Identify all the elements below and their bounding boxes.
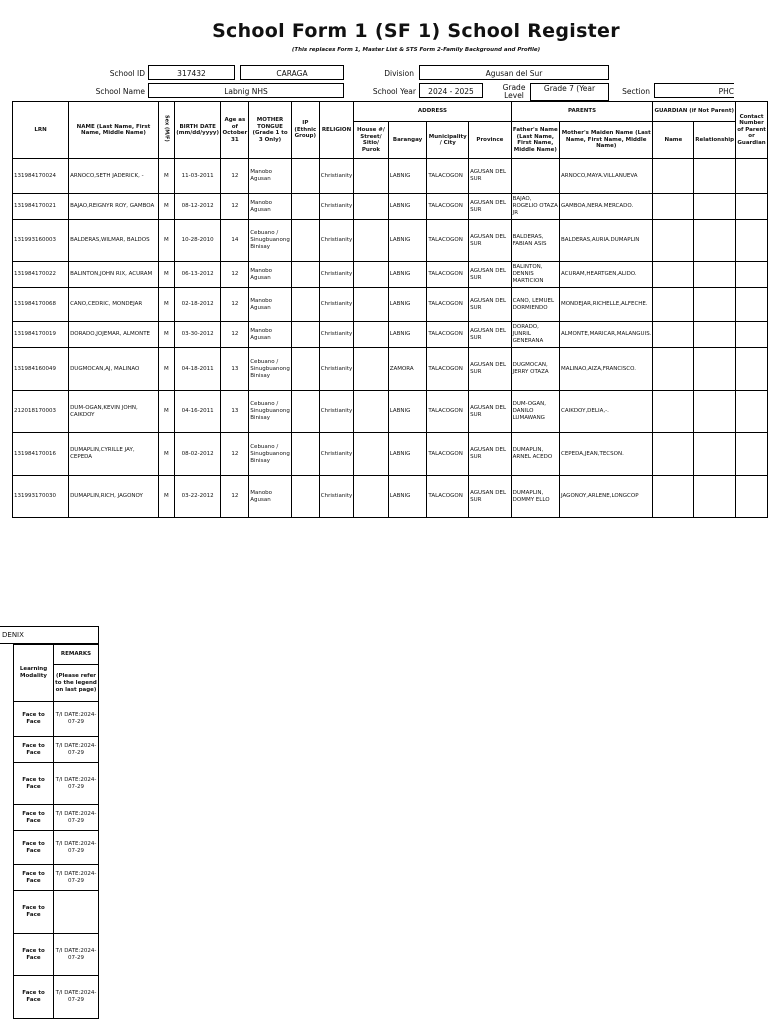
cell-house[interactable] bbox=[354, 322, 388, 348]
form-subtitle: (This replaces Form 1, Master List & STS Form 2-Family Background and Profile) bbox=[291, 47, 541, 53]
cell-contact[interactable] bbox=[736, 159, 768, 194]
cell-contact[interactable] bbox=[736, 433, 768, 476]
division-field[interactable]: Agusan del Sur bbox=[419, 65, 609, 80]
table-row bbox=[14, 891, 99, 934]
header-mother-tongue: MOTHER TONGUE (Grade 1 to 3 Only) bbox=[249, 102, 292, 159]
cell-modality[interactable]: Face to Face bbox=[14, 763, 54, 805]
table-row bbox=[14, 934, 99, 976]
header-house: House #/ Street/ Sitio/ Purok bbox=[354, 122, 388, 159]
cell-barangay[interactable]: LABNIG bbox=[388, 322, 427, 348]
cell-tongue[interactable]: Manobo Agusan bbox=[249, 159, 292, 194]
cell-tongue[interactable]: Manobo Agusan bbox=[249, 322, 292, 348]
header-sex bbox=[158, 102, 174, 159]
cell-age[interactable]: 13 bbox=[221, 391, 249, 433]
cell-sex[interactable]: M bbox=[158, 288, 174, 322]
table-row bbox=[14, 865, 99, 891]
cell-sex[interactable]: M bbox=[158, 322, 174, 348]
grade-level-label: Grade Level bbox=[502, 83, 526, 100]
table-row bbox=[14, 831, 99, 865]
cell-modality[interactable]: Face to Face bbox=[14, 934, 54, 976]
cell-ip[interactable] bbox=[291, 391, 319, 433]
cell-remarks[interactable]: T/I DATE:2024-07-29 bbox=[54, 976, 99, 1019]
cell-house[interactable] bbox=[354, 159, 388, 194]
cell-birth[interactable]: 08-02-2012 bbox=[174, 433, 221, 476]
cell-g-name[interactable] bbox=[653, 348, 694, 391]
cell-religion[interactable]: Christianity bbox=[319, 159, 353, 194]
division-label: Division bbox=[384, 69, 414, 78]
cell-g-rel[interactable] bbox=[694, 476, 736, 518]
cell-modality[interactable]: Face to Face bbox=[14, 805, 54, 831]
cell-contact[interactable] bbox=[736, 348, 768, 391]
register-body bbox=[13, 159, 768, 518]
cell-ip[interactable] bbox=[291, 288, 319, 322]
cell-mother[interactable]: MONDEJAR,RICHELLE,ALFECHE. bbox=[559, 288, 652, 322]
cell-birth[interactable]: 04-18-2011 bbox=[174, 348, 221, 391]
cell-remarks[interactable] bbox=[54, 891, 99, 934]
cell-name[interactable]: BALINTON,JOHN RIX, ACURAM bbox=[69, 262, 159, 288]
cell-municipality[interactable]: TALACOGON bbox=[427, 476, 469, 518]
cell-lrn[interactable]: 131984170068 bbox=[13, 288, 69, 322]
cell-mother[interactable]: ALMONTE,MARICAR,MALANGUIS. bbox=[559, 322, 652, 348]
header-lrn: LRN bbox=[13, 102, 69, 159]
cell-age[interactable]: 12 bbox=[221, 159, 249, 194]
cell-house[interactable] bbox=[354, 194, 388, 220]
cell-province[interactable]: AGUSAN DEL SUR bbox=[469, 262, 512, 288]
cell-religion[interactable]: Christianity bbox=[319, 262, 353, 288]
cell-municipality[interactable]: TALACOGON bbox=[427, 348, 469, 391]
cell-tongue[interactable]: Cebuano / Sinugbuanong Binisay bbox=[249, 391, 292, 433]
cell-barangay[interactable]: LABNIG bbox=[388, 433, 427, 476]
header-remarks-legend: (Please refer to the legend on last page) bbox=[54, 665, 99, 702]
cell-name[interactable]: DORADO,JOJEMAR, ALMONTE bbox=[69, 322, 159, 348]
cell-g-name[interactable] bbox=[653, 262, 694, 288]
cell-name[interactable]: ARNOCO,SETH JADERICK, - bbox=[69, 159, 159, 194]
header-sex-text: Sex (M/F) bbox=[163, 115, 170, 143]
cell-province[interactable]: AGUSAN DEL SUR bbox=[469, 194, 512, 220]
header-guardian-relationship: Relationship bbox=[694, 122, 736, 159]
cell-contact[interactable] bbox=[736, 220, 768, 262]
header-contact: Contact Number of Parent or Guardian bbox=[736, 102, 768, 159]
cell-mother[interactable]: ACURAM,HEARTGEN,ALIDO. bbox=[559, 262, 652, 288]
table-row bbox=[13, 348, 768, 391]
cell-age[interactable]: 13 bbox=[221, 348, 249, 391]
cell-g-rel[interactable] bbox=[694, 288, 736, 322]
table-row bbox=[13, 220, 768, 262]
cell-lrn[interactable]: 131993170030 bbox=[13, 476, 69, 518]
cell-age[interactable]: 12 bbox=[221, 476, 249, 518]
section-field[interactable]: PHC bbox=[654, 83, 734, 98]
cell-remarks[interactable]: T/I DATE:2024-07-29 bbox=[54, 865, 99, 891]
cell-remarks[interactable]: T/I DATE:2024-07-29 bbox=[54, 831, 99, 865]
cell-birth[interactable]: 10-28-2010 bbox=[174, 220, 221, 262]
cell-contact[interactable] bbox=[736, 476, 768, 518]
cell-house[interactable] bbox=[354, 433, 388, 476]
header-ip: IP (Ethnic Group) bbox=[291, 102, 319, 159]
school-year-field[interactable]: 2024 - 2025 bbox=[419, 83, 483, 98]
cell-municipality[interactable]: TALACOGON bbox=[427, 433, 469, 476]
cell-house[interactable] bbox=[354, 220, 388, 262]
cell-province[interactable]: AGUSAN DEL SUR bbox=[469, 348, 512, 391]
table-row bbox=[13, 322, 768, 348]
school-id-field[interactable]: 317432 bbox=[148, 65, 235, 80]
cell-municipality[interactable]: TALACOGON bbox=[427, 220, 469, 262]
cell-ip[interactable] bbox=[291, 159, 319, 194]
cell-modality[interactable]: Face to Face bbox=[14, 976, 54, 1019]
cell-g-rel[interactable] bbox=[694, 194, 736, 220]
cell-remarks[interactable]: T/I DATE:2024-07-29 bbox=[54, 805, 99, 831]
cell-birth[interactable]: 03-22-2012 bbox=[174, 476, 221, 518]
cell-father[interactable]: DORADO, JUNRIL GENERANA bbox=[511, 322, 559, 348]
cell-g-rel[interactable] bbox=[694, 322, 736, 348]
table-row bbox=[13, 433, 768, 476]
cell-g-name[interactable] bbox=[653, 391, 694, 433]
table-row bbox=[13, 262, 768, 288]
cell-remarks[interactable]: T/I DATE:2024-07-29 bbox=[54, 737, 99, 763]
cell-barangay[interactable]: LABNIG bbox=[388, 262, 427, 288]
cell-province[interactable]: AGUSAN DEL SUR bbox=[469, 476, 512, 518]
cell-municipality[interactable]: TALACOGON bbox=[427, 391, 469, 433]
header-parents: PARENTS bbox=[511, 102, 653, 122]
cell-municipality[interactable]: TALACOGON bbox=[427, 159, 469, 194]
header-remarks: REMARKS bbox=[54, 645, 99, 665]
cell-tongue[interactable]: Cebuano / Sinugbuanong Binisay bbox=[249, 348, 292, 391]
table-row bbox=[14, 737, 99, 763]
cell-father[interactable]: DUGMOCAN, JERRY OTAZA bbox=[511, 348, 559, 391]
cell-g-name[interactable] bbox=[653, 476, 694, 518]
table-row bbox=[13, 194, 768, 220]
cell-barangay[interactable]: LABNIG bbox=[388, 194, 427, 220]
remarks-table bbox=[13, 644, 99, 1019]
cell-sex[interactable]: M bbox=[158, 220, 174, 262]
cell-g-rel[interactable] bbox=[694, 220, 736, 262]
cell-ip[interactable] bbox=[291, 433, 319, 476]
appendix-label: DENIX bbox=[0, 626, 99, 644]
header-learning-modality: Learning Modality bbox=[14, 645, 54, 702]
cell-religion[interactable]: Christianity bbox=[319, 433, 353, 476]
cell-father[interactable]: BALINTON, DENNIS MARTICION bbox=[511, 262, 559, 288]
cell-barangay[interactable]: LABNIG bbox=[388, 476, 427, 518]
cell-barangay[interactable]: LABNIG bbox=[388, 159, 427, 194]
cell-house[interactable] bbox=[354, 348, 388, 391]
cell-tongue[interactable]: Cebuano / Sinugbuanong Binisay bbox=[249, 220, 292, 262]
cell-religion[interactable]: Christianity bbox=[319, 220, 353, 262]
cell-ip[interactable] bbox=[291, 322, 319, 348]
cell-mother[interactable]: GAMBOA,NERA.MERCADO. bbox=[559, 194, 652, 220]
cell-modality[interactable]: Face to Face bbox=[14, 702, 54, 737]
cell-name[interactable]: BALDERAS,WILMAR, BALDOS bbox=[69, 220, 159, 262]
cell-remarks[interactable]: T/I DATE:2024-07-29 bbox=[54, 763, 99, 805]
cell-sex[interactable]: M bbox=[158, 348, 174, 391]
cell-father[interactable]: BAJAO, ROGELIO OTAZA JR bbox=[511, 194, 559, 220]
cell-age[interactable]: 12 bbox=[221, 288, 249, 322]
cell-house[interactable] bbox=[354, 391, 388, 433]
cell-father[interactable]: DUMAPLIN, DOMMY ELLO bbox=[511, 476, 559, 518]
table-row bbox=[14, 976, 99, 1019]
cell-g-rel[interactable] bbox=[694, 262, 736, 288]
table-row bbox=[14, 763, 99, 805]
cell-house[interactable] bbox=[354, 262, 388, 288]
cell-lrn[interactable]: 131984170016 bbox=[13, 433, 69, 476]
cell-remarks[interactable]: T/I DATE:2024-07-29 bbox=[54, 934, 99, 976]
cell-municipality[interactable]: TALACOGON bbox=[427, 288, 469, 322]
header-mother: Mother's Maiden Name (Last Name, First Name, Middle Name) bbox=[559, 122, 652, 159]
header-address: ADDRESS bbox=[354, 102, 511, 122]
cell-g-name[interactable] bbox=[653, 433, 694, 476]
cell-house[interactable] bbox=[354, 476, 388, 518]
cell-modality[interactable]: Face to Face bbox=[14, 865, 54, 891]
cell-lrn[interactable]: 131984170022 bbox=[13, 262, 69, 288]
header-religion: RELIGION bbox=[319, 102, 353, 159]
cell-g-name[interactable] bbox=[653, 288, 694, 322]
cell-name[interactable]: DUM-OGAN,KEVIN JOHN, CAIKDOY bbox=[69, 391, 159, 433]
cell-province[interactable]: AGUSAN DEL SUR bbox=[469, 159, 512, 194]
cell-age[interactable]: 14 bbox=[221, 220, 249, 262]
section-label: Section bbox=[622, 87, 650, 96]
cell-contact[interactable] bbox=[736, 322, 768, 348]
cell-g-rel[interactable] bbox=[694, 391, 736, 433]
region-field[interactable]: CARAGA bbox=[240, 65, 344, 80]
cell-birth[interactable]: 08-12-2012 bbox=[174, 194, 221, 220]
cell-house[interactable] bbox=[354, 288, 388, 322]
cell-ip[interactable] bbox=[291, 476, 319, 518]
table-row bbox=[14, 805, 99, 831]
cell-municipality[interactable]: TALACOGON bbox=[427, 262, 469, 288]
cell-birth[interactable]: 11-03-2011 bbox=[174, 159, 221, 194]
school-name-field[interactable]: Labnig NHS bbox=[148, 83, 344, 98]
school-year-label: School Year bbox=[372, 87, 416, 96]
cell-lrn[interactable]: 212018170003 bbox=[13, 391, 69, 433]
cell-birth[interactable]: 03-30-2012 bbox=[174, 322, 221, 348]
cell-religion[interactable]: Christianity bbox=[319, 348, 353, 391]
grade-level-field[interactable]: Grade 7 (Year bbox=[530, 83, 609, 101]
table-row bbox=[13, 391, 768, 433]
cell-ip[interactable] bbox=[291, 348, 319, 391]
cell-barangay[interactable]: LABNIG bbox=[388, 391, 427, 433]
cell-name[interactable]: DUMAPLIN,RICH, JAGONOY bbox=[69, 476, 159, 518]
cell-ip[interactable] bbox=[291, 262, 319, 288]
cell-g-name[interactable] bbox=[653, 194, 694, 220]
cell-province[interactable]: AGUSAN DEL SUR bbox=[469, 433, 512, 476]
cell-age[interactable]: 12 bbox=[221, 433, 249, 476]
cell-mother[interactable]: ARNOCO,MAYA.VILLANUEVA bbox=[559, 159, 652, 194]
header-guardian: GUARDIAN (if Not Parent) bbox=[653, 102, 736, 122]
cell-mother[interactable]: MALINAO,AIZA,FRANCISCO. bbox=[559, 348, 652, 391]
cell-age[interactable]: 12 bbox=[221, 194, 249, 220]
header-name: NAME (Last Name, First Name, Middle Name) bbox=[69, 102, 159, 159]
cell-modality[interactable]: Face to Face bbox=[14, 737, 54, 763]
cell-father[interactable] bbox=[511, 159, 559, 194]
cell-lrn[interactable]: 131984170024 bbox=[13, 159, 69, 194]
header-province: Province bbox=[469, 122, 512, 159]
header-guardian-name: Name bbox=[653, 122, 694, 159]
cell-father[interactable]: DUMAPLIN, ARNEL ACEDO bbox=[511, 433, 559, 476]
cell-ip[interactable] bbox=[291, 194, 319, 220]
cell-birth[interactable]: 06-13-2012 bbox=[174, 262, 221, 288]
header-father: Father's Name (Last Name, First Name, Middle Name) bbox=[511, 122, 559, 159]
cell-tongue[interactable]: Manobo Agusan bbox=[249, 262, 292, 288]
cell-lrn[interactable]: 131984160049 bbox=[13, 348, 69, 391]
cell-g-name[interactable] bbox=[653, 159, 694, 194]
cell-province[interactable]: AGUSAN DEL SUR bbox=[469, 322, 512, 348]
cell-religion[interactable]: Christianity bbox=[319, 288, 353, 322]
cell-tongue[interactable]: Cebuano / Sinugbuanong Binisay bbox=[249, 433, 292, 476]
cell-contact[interactable] bbox=[736, 391, 768, 433]
cell-name[interactable]: CANO,CEDRIC, MONDEJAR bbox=[69, 288, 159, 322]
cell-age[interactable]: 12 bbox=[221, 322, 249, 348]
form-title: School Form 1 (SF 1) School Register bbox=[212, 20, 620, 42]
cell-mother[interactable]: CEPEDA,JEAN,TECSON. bbox=[559, 433, 652, 476]
cell-sex[interactable]: M bbox=[158, 262, 174, 288]
cell-lrn[interactable]: 131984170019 bbox=[13, 322, 69, 348]
cell-birth[interactable]: 04-16-2011 bbox=[174, 391, 221, 433]
cell-tongue[interactable]: Manobo Agusan bbox=[249, 288, 292, 322]
header-age: Age as of October 31 bbox=[221, 102, 249, 159]
cell-tongue[interactable]: Manobo Agusan bbox=[249, 476, 292, 518]
cell-religion[interactable]: Christianity bbox=[319, 194, 353, 220]
cell-g-rel[interactable] bbox=[694, 159, 736, 194]
cell-name[interactable]: DUMAPLIN,CYRILLE JAY, CEPEDA bbox=[69, 433, 159, 476]
cell-contact[interactable] bbox=[736, 262, 768, 288]
remarks-body bbox=[14, 702, 99, 1019]
table-row bbox=[13, 288, 768, 322]
school-id-label: School ID bbox=[109, 69, 145, 78]
cell-province[interactable]: AGUSAN DEL SUR bbox=[469, 391, 512, 433]
cell-name[interactable]: DUGMOCAN,AJ, MALINAO bbox=[69, 348, 159, 391]
cell-modality[interactable]: Face to Face bbox=[14, 891, 54, 934]
cell-g-name[interactable] bbox=[653, 220, 694, 262]
cell-g-rel[interactable] bbox=[694, 433, 736, 476]
cell-sex[interactable]: M bbox=[158, 433, 174, 476]
cell-father[interactable]: DUM-OGAN, DANILO LUMAWANG bbox=[511, 391, 559, 433]
cell-mother[interactable]: CAIKDOY,DELIA,-. bbox=[559, 391, 652, 433]
cell-mother[interactable]: BALDERAS,AURIA.DUMAPLIN bbox=[559, 220, 652, 262]
cell-province[interactable]: AGUSAN DEL SUR bbox=[469, 220, 512, 262]
cell-mother[interactable]: JAGONOY,ARLENE,LONGCOP bbox=[559, 476, 652, 518]
cell-tongue[interactable]: Manobo Agusan bbox=[249, 194, 292, 220]
cell-remarks[interactable]: T/I DATE:2024-07-29 bbox=[54, 702, 99, 737]
cell-contact[interactable] bbox=[736, 194, 768, 220]
cell-religion[interactable]: Christianity bbox=[319, 391, 353, 433]
table-row bbox=[13, 159, 768, 194]
cell-religion[interactable]: Christianity bbox=[319, 476, 353, 518]
cell-sex[interactable]: M bbox=[158, 194, 174, 220]
cell-sex[interactable]: M bbox=[158, 391, 174, 433]
register-table bbox=[12, 101, 768, 518]
cell-lrn[interactable]: 131984170021 bbox=[13, 194, 69, 220]
table-row bbox=[13, 476, 768, 518]
cell-barangay[interactable]: LABNIG bbox=[388, 220, 427, 262]
cell-province[interactable]: AGUSAN DEL SUR bbox=[469, 288, 512, 322]
cell-religion[interactable]: Christianity bbox=[319, 322, 353, 348]
cell-municipality[interactable]: TALACOGON bbox=[427, 194, 469, 220]
cell-name[interactable]: BAJAO,REIGNYR ROY, GAMBOA bbox=[69, 194, 159, 220]
cell-barangay[interactable]: ZAMORA bbox=[388, 348, 427, 391]
cell-birth[interactable]: 02-18-2012 bbox=[174, 288, 221, 322]
cell-age[interactable]: 12 bbox=[221, 262, 249, 288]
cell-g-name[interactable] bbox=[653, 322, 694, 348]
cell-father[interactable]: BALDERAS, FABIAN ASIS bbox=[511, 220, 559, 262]
cell-g-rel[interactable] bbox=[694, 348, 736, 391]
cell-ip[interactable] bbox=[291, 220, 319, 262]
cell-father[interactable]: CANO, LEMUEL DORMIENDO bbox=[511, 288, 559, 322]
cell-sex[interactable]: M bbox=[158, 159, 174, 194]
table-row bbox=[14, 702, 99, 737]
cell-contact[interactable] bbox=[736, 288, 768, 322]
header-barangay: Barangay bbox=[388, 122, 427, 159]
header-municipality: Municipality / City bbox=[427, 122, 469, 159]
cell-municipality[interactable]: TALACOGON bbox=[427, 322, 469, 348]
cell-barangay[interactable]: LABNIG bbox=[388, 288, 427, 322]
cell-modality[interactable]: Face to Face bbox=[14, 831, 54, 865]
school-name-label: School Name bbox=[95, 87, 145, 96]
cell-sex[interactable]: M bbox=[158, 476, 174, 518]
cell-lrn[interactable]: 131993160003 bbox=[13, 220, 69, 262]
header-birth-date: BIRTH DATE (mm/dd/yyyy) bbox=[174, 102, 221, 159]
